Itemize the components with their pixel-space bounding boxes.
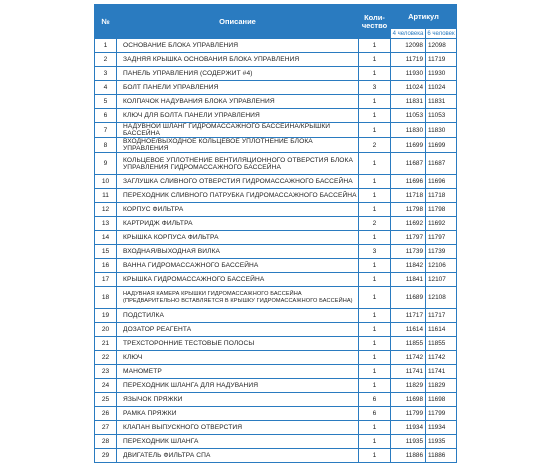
row-number: 12 <box>95 203 117 217</box>
row-article-4: 11886 <box>391 449 426 463</box>
row-article-4: 11855 <box>391 337 426 351</box>
row-description: ЯЗЫЧОК ПРЯЖКИ <box>117 393 359 407</box>
table-row <box>95 217 457 231</box>
row-article-6: 12107 <box>426 273 457 287</box>
row-quantity: 1 <box>359 231 391 245</box>
row-quantity: 1 <box>359 53 391 67</box>
table-row <box>95 245 457 259</box>
row-quantity: 1 <box>359 67 391 81</box>
row-description: КРЫШКА ГИДРОМАССАЖНОГО БАССЕЙНА <box>117 273 359 287</box>
row-number: 9 <box>95 153 117 175</box>
row-quantity: 1 <box>359 95 391 109</box>
row-article-6: 11742 <box>426 351 457 365</box>
row-description: ПЕРЕХОДНИК ШЛАНГА <box>117 435 359 449</box>
table-row <box>95 421 457 435</box>
row-article-6: 11930 <box>426 67 457 81</box>
row-article-6: 11797 <box>426 231 457 245</box>
row-number: 10 <box>95 175 117 189</box>
row-description: ПАНЕЛЬ УПРАВЛЕНИЯ (СОДЕРЖИТ #4) <box>117 67 359 81</box>
row-article-6: 11798 <box>426 203 457 217</box>
row-article-6: 11696 <box>426 175 457 189</box>
row-quantity: 3 <box>359 81 391 95</box>
row-number: 7 <box>95 123 117 138</box>
row-article-6: 11687 <box>426 153 457 175</box>
row-description: КАРТРИДЖ ФИЛЬТРА <box>117 217 359 231</box>
row-article-6: 11799 <box>426 407 457 421</box>
row-number: 3 <box>95 67 117 81</box>
row-article-4: 11718 <box>391 189 426 203</box>
row-quantity: 3 <box>359 245 391 259</box>
row-quantity: 1 <box>359 109 391 123</box>
row-article-4: 11830 <box>391 123 426 138</box>
table-row <box>95 435 457 449</box>
row-article-4: 11739 <box>391 245 426 259</box>
row-description: КЛЮЧ ДЛЯ БОЛТА ПАНЕЛИ УПРАВЛЕНИЯ <box>117 109 359 123</box>
row-quantity: 1 <box>359 39 391 53</box>
row-article-4: 12098 <box>391 39 426 53</box>
row-number: 11 <box>95 189 117 203</box>
row-quantity: 1 <box>359 309 391 323</box>
row-article-6: 11739 <box>426 245 457 259</box>
row-quantity: 2 <box>359 217 391 231</box>
table-row <box>95 231 457 245</box>
col-header-article: Артикул <box>391 5 457 29</box>
parts-table <box>94 4 457 463</box>
row-description: ВХОДНАЯ/ВЫХОДНАЯ ВИЛКА <box>117 245 359 259</box>
row-article-6: 11719 <box>426 53 457 67</box>
row-quantity: 1 <box>359 189 391 203</box>
table-row <box>95 153 457 175</box>
row-article-4: 11692 <box>391 217 426 231</box>
table-row <box>95 407 457 421</box>
row-number: 8 <box>95 138 117 153</box>
row-article-4: 11699 <box>391 138 426 153</box>
row-description: КРЫШКА КОРПУСА ФИЛЬТРА <box>117 231 359 245</box>
row-article-4: 11742 <box>391 351 426 365</box>
table-row <box>95 81 457 95</box>
row-number: 15 <box>95 245 117 259</box>
row-article-4: 11935 <box>391 435 426 449</box>
row-article-6: 11692 <box>426 217 457 231</box>
row-article-4: 11797 <box>391 231 426 245</box>
row-article-4: 11799 <box>391 407 426 421</box>
row-description: ДВИГАТЕЛЬ ФИЛЬТРА СПА <box>117 449 359 463</box>
row-article-6: 11935 <box>426 435 457 449</box>
row-number: 25 <box>95 393 117 407</box>
row-description: НАДУВНАЯ КАМЕРА КРЫШКИ ГИДРОМАССАЖНОГО БАССЕЙНА (ПРЕДВАРИТЕЛЬНО ВСТАВЛЯЕТСЯ В КРЫШКУ ГИДРОМАССАЖНОГО БАССЕЙНА) <box>117 287 359 309</box>
row-article-6: 11829 <box>426 379 457 393</box>
row-description: ЗАДНЯЯ КРЫШКА ОСНОВАНИЯ БЛОКА УПРАВЛЕНИЯ <box>117 53 359 67</box>
row-number: 1 <box>95 39 117 53</box>
parts-table-body <box>95 39 457 463</box>
table-row <box>95 273 457 287</box>
row-quantity: 1 <box>359 435 391 449</box>
row-number: 4 <box>95 81 117 95</box>
row-quantity: 1 <box>359 259 391 273</box>
row-number: 20 <box>95 323 117 337</box>
row-number: 26 <box>95 407 117 421</box>
table-row <box>95 449 457 463</box>
row-quantity: 1 <box>359 421 391 435</box>
row-quantity: 1 <box>359 273 391 287</box>
table-row <box>95 95 457 109</box>
table-row <box>95 138 457 153</box>
table-row <box>95 287 457 309</box>
row-article-4: 11829 <box>391 379 426 393</box>
row-article-4: 11053 <box>391 109 426 123</box>
row-article-6: 11718 <box>426 189 457 203</box>
col-header-4-persons: 4 человека <box>391 29 426 39</box>
row-article-4: 11841 <box>391 273 426 287</box>
row-number: 29 <box>95 449 117 463</box>
row-article-4: 11831 <box>391 95 426 109</box>
row-article-4: 11698 <box>391 393 426 407</box>
row-number: 18 <box>95 287 117 309</box>
row-number: 24 <box>95 379 117 393</box>
row-number: 19 <box>95 309 117 323</box>
table-row <box>95 189 457 203</box>
table-row <box>95 337 457 351</box>
table-row <box>95 351 457 365</box>
table-row <box>95 175 457 189</box>
row-quantity: 1 <box>359 153 391 175</box>
row-number: 16 <box>95 259 117 273</box>
row-article-4: 11798 <box>391 203 426 217</box>
row-description: ПЕРЕХОДНИК ШЛАНГА ДЛЯ НАДУВАНИЯ <box>117 379 359 393</box>
row-article-4: 11842 <box>391 259 426 273</box>
row-description: ЗАГЛУШКА СЛИВНОГО ОТВЕРСТИЯ ГИДРОМАССАЖНОГО БАССЕЙНА <box>117 175 359 189</box>
col-header-number: № <box>95 5 117 39</box>
col-header-description: Описание <box>117 5 359 39</box>
row-article-4: 11717 <box>391 309 426 323</box>
row-article-6: 11831 <box>426 95 457 109</box>
row-quantity: 1 <box>359 175 391 189</box>
row-quantity: 6 <box>359 407 391 421</box>
row-number: 14 <box>95 231 117 245</box>
row-description: КОРПУС ФИЛЬТРА <box>117 203 359 217</box>
row-article-6: 11934 <box>426 421 457 435</box>
row-number: 2 <box>95 53 117 67</box>
row-quantity: 1 <box>359 449 391 463</box>
row-number: 5 <box>95 95 117 109</box>
table-row <box>95 109 457 123</box>
table-row <box>95 39 457 53</box>
row-quantity: 1 <box>359 287 391 309</box>
row-number: 13 <box>95 217 117 231</box>
table-row <box>95 309 457 323</box>
row-description: МАНОМЕТР <box>117 365 359 379</box>
col-header-6-persons: 6 человек <box>427 30 455 37</box>
row-description: КЛАПАН ВЫПУСКНОГО ОТВЕРСТИЯ <box>117 421 359 435</box>
row-quantity: 1 <box>359 123 391 138</box>
row-quantity: 1 <box>359 323 391 337</box>
row-article-6: 12098 <box>426 39 457 53</box>
row-article-6: 11614 <box>426 323 457 337</box>
table-row <box>95 67 457 81</box>
row-article-4: 11687 <box>391 153 426 175</box>
row-article-4: 11614 <box>391 323 426 337</box>
row-article-4: 11024 <box>391 81 426 95</box>
row-quantity: 2 <box>359 138 391 153</box>
row-number: 22 <box>95 351 117 365</box>
row-quantity: 1 <box>359 365 391 379</box>
col-header-quantity: Коли- чество <box>359 5 391 39</box>
row-description: ВАННА ГИДРОМАССАЖНОГО БАССЕЙНА <box>117 259 359 273</box>
table-row <box>95 393 457 407</box>
row-description: БОЛТ ПАНЕЛИ УПРАВЛЕНИЯ <box>117 81 359 95</box>
row-article-6: 12108 <box>426 287 457 309</box>
row-article-6: 12106 <box>426 259 457 273</box>
row-article-4: 11930 <box>391 67 426 81</box>
row-article-4: 11689 <box>391 287 426 309</box>
row-article-6: 11053 <box>426 109 457 123</box>
row-description: ПЕРЕХОДНИК СЛИВНОГО ПАТРУБКА ГИДРОМАССАЖНОГО БАССЕЙНА <box>117 189 359 203</box>
row-description: НАДУВНОЙ ШЛАНГ ГИДРОМАССАЖНОГО БАССЕЙНА/КРЫШКИ БАССЕЙНА <box>117 123 359 138</box>
row-description: ПОДСТИЛКА <box>117 309 359 323</box>
row-description: ВХОДНОЕ/ВЫХОДНОЕ КОЛЬЦЕВОЕ УПЛОТНЕНИЕ БЛОКА УПРАВЛЕНИЯ <box>117 138 359 153</box>
row-article-4: 11719 <box>391 53 426 67</box>
row-article-6: 11855 <box>426 337 457 351</box>
row-article-4: 11934 <box>391 421 426 435</box>
table-row <box>95 53 457 67</box>
row-description: ДОЗАТОР РЕАГЕНТА <box>117 323 359 337</box>
row-description: РАМКА ПРЯЖКИ <box>117 407 359 421</box>
row-quantity: 1 <box>359 337 391 351</box>
row-quantity: 1 <box>359 203 391 217</box>
row-article-4: 11696 <box>391 175 426 189</box>
row-article-6: 11024 <box>426 81 457 95</box>
table-row <box>95 365 457 379</box>
row-article-6: 11741 <box>426 365 457 379</box>
row-description: ОСНОВАНИЕ БЛОКА УПРАВЛЕНИЯ <box>117 39 359 53</box>
table-row <box>95 203 457 217</box>
table-row <box>95 123 457 138</box>
row-article-6: 11830 <box>426 123 457 138</box>
row-article-6: 11886 <box>426 449 457 463</box>
row-quantity: 6 <box>359 393 391 407</box>
table-row <box>95 379 457 393</box>
row-number: 6 <box>95 109 117 123</box>
row-article-6: 11698 <box>426 393 457 407</box>
row-quantity: 1 <box>359 351 391 365</box>
table-row <box>95 259 457 273</box>
row-article-6: 11699 <box>426 138 457 153</box>
parts-table-wrapper <box>94 4 457 463</box>
row-number: 17 <box>95 273 117 287</box>
row-description: КОЛЬЦЕВОЕ УПЛОТНЕНИЕ ВЕНТИЛЯЦИОННОГО ОТВЕРСТИЯ БЛОКА УПРАВЛЕНИЯ ГИДРОМАССАЖНОГО БАССЕЙНА <box>117 153 359 175</box>
row-article-4: 11741 <box>391 365 426 379</box>
row-number: 23 <box>95 365 117 379</box>
row-article-6: 11717 <box>426 309 457 323</box>
row-number: 27 <box>95 421 117 435</box>
row-number: 28 <box>95 435 117 449</box>
row-description: КОЛПАЧОК НАДУВАНИЯ БЛОКА УПРАВЛЕНИЯ <box>117 95 359 109</box>
row-description: КЛЮЧ <box>117 351 359 365</box>
table-row <box>95 323 457 337</box>
row-number: 21 <box>95 337 117 351</box>
row-description: ТРЕХСТОРОННИЕ ТЕСТОВЫЕ ПОЛОСЫ <box>117 337 359 351</box>
row-quantity: 1 <box>359 379 391 393</box>
